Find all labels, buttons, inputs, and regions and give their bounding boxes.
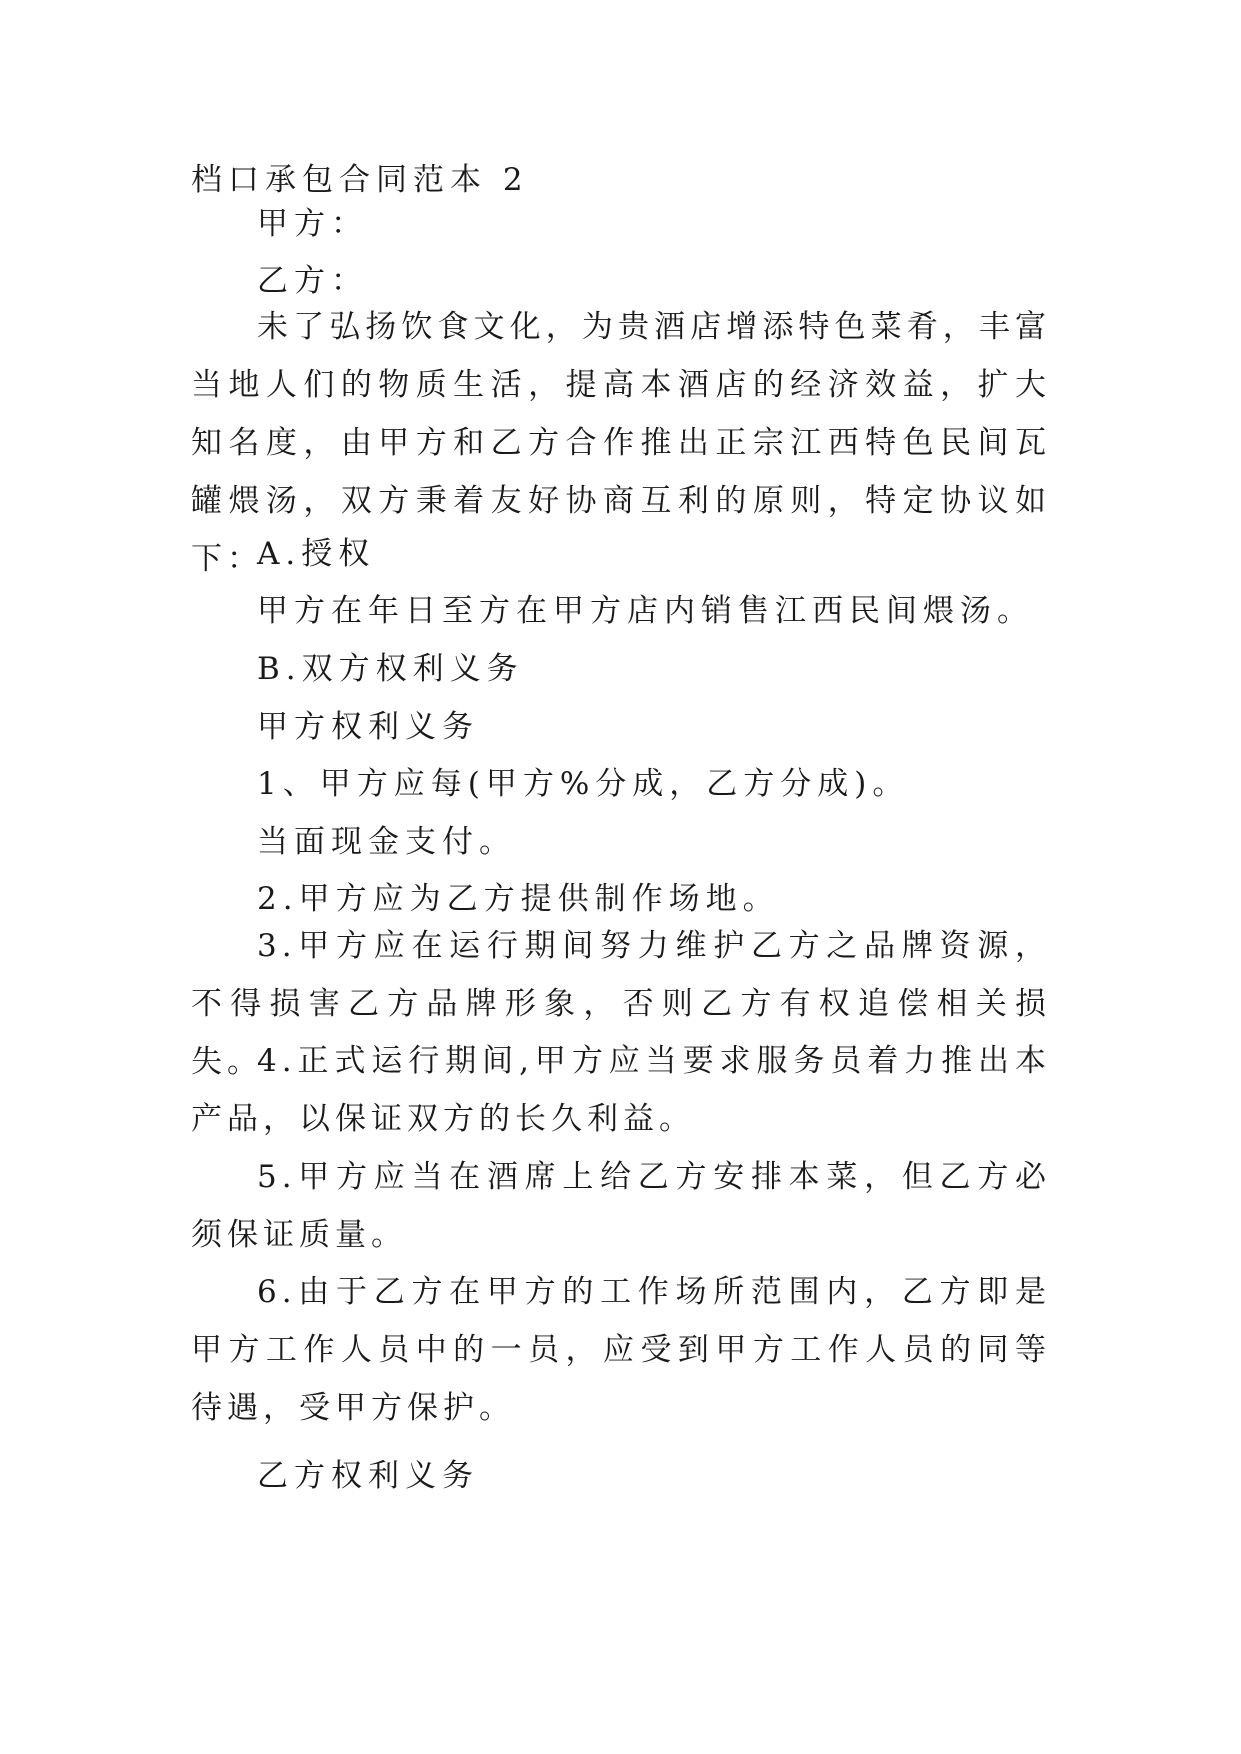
item-5: 5.甲方应当在酒席上给乙方安排本菜，但乙方必须保证质量。 [191,1159,1051,1253]
intro-paragraph: 未了弘扬饮食文化，为贵酒店增添特色菜肴，丰富当地人们的物质生活，提高本酒店的经济效益，扩大知名度，由甲方和乙方合作推出正宗江西特色民间瓦罐煨汤，双方秉着友好协商互利的原则，特定协议如下： [191,309,1051,577]
document-title: 档口承包合同范本 2 [191,162,529,198]
item-1: 1、甲方应每(甲方%分成，乙方分成)。 [257,766,910,802]
party-b-label: 乙方： [257,263,368,299]
party-b-rights-heading: 乙方权利义务 [257,1458,479,1494]
item-1-continued: 当面现金支付。 [257,824,516,860]
item-3: 3.甲方应在运行期间努力维护乙方之品牌资源，不得损害乙方品牌形象，否则乙方有权追偿相关损失。 [191,928,1051,1080]
section-a-heading: A.授权 [257,536,376,572]
section-a-text: 甲方在年日至方在甲方店内销售江西民间煨汤。 [257,593,1034,629]
party-a-label: 甲方： [257,206,368,242]
section-b-heading: B.双方权利义务 [257,651,524,687]
item-6: 6.由于乙方在甲方的工作场所范围内，乙方即是甲方工作人员中的一员，应受到甲方工作人员的同等待遇，受甲方保护。 [191,1274,1051,1426]
party-a-rights-heading: 甲方权利义务 [257,709,479,745]
item-2: 2.甲方应为乙方提供制作场地。 [257,881,780,917]
item-4: 4.正式运行期间,甲方应当要求服务员着力推出本产品，以保证双方的长久利益。 [191,1043,1051,1137]
